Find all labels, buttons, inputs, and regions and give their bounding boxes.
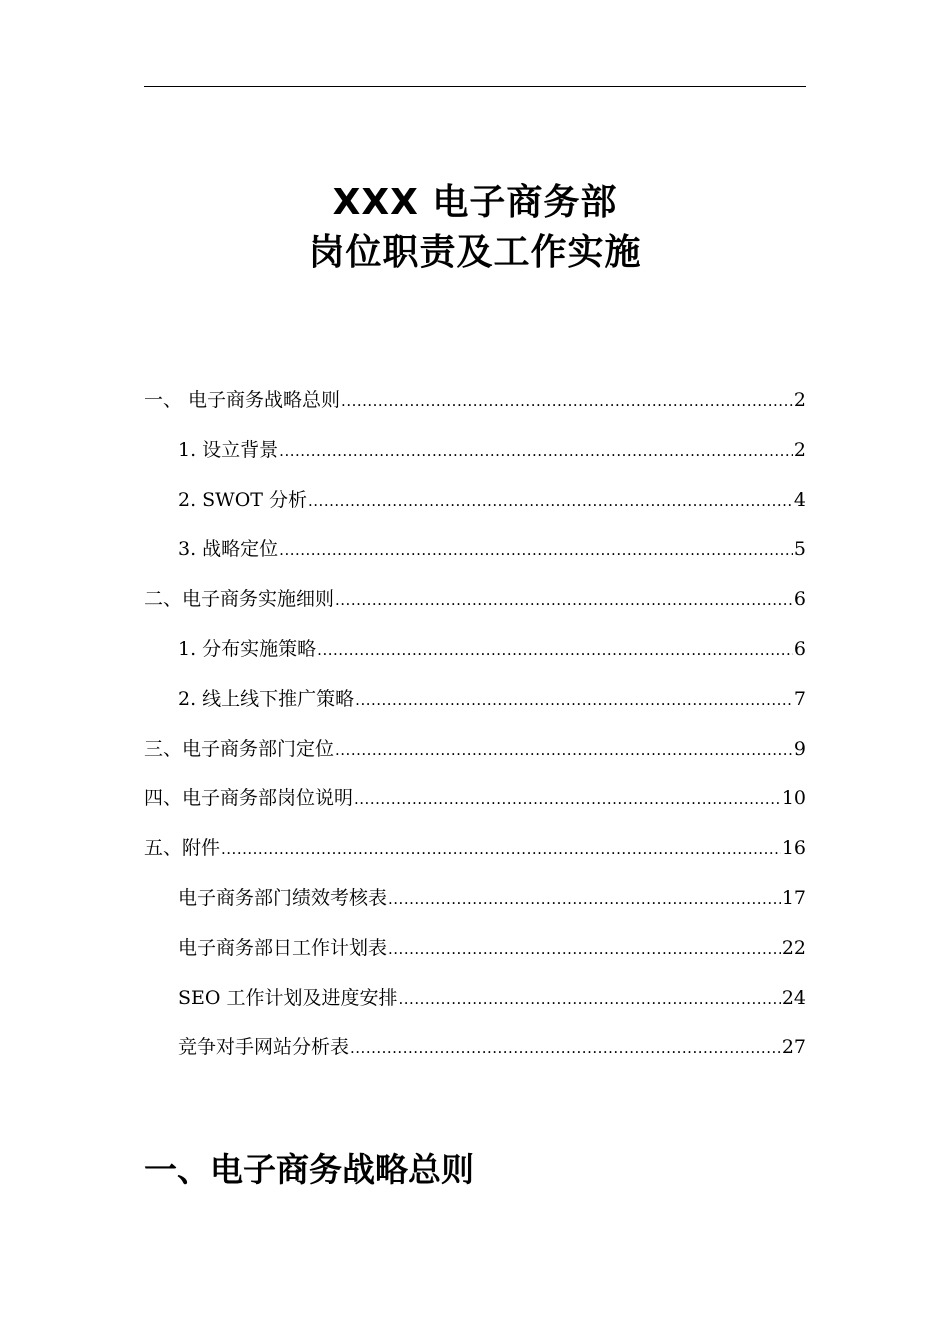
toc-entry-label: 二、电子商务实施细则 xyxy=(144,588,335,611)
title-line-2: 岗位职责及工作实施 xyxy=(308,232,642,273)
toc-entry-label: SEO 工作计划及进度安排 xyxy=(178,986,398,1009)
toc-entry[interactable] xyxy=(144,480,806,530)
toc-leader-dots xyxy=(279,530,793,570)
toc-leader-dots xyxy=(335,580,793,620)
toc-entry-label: 四、电子商务部岗位说明 xyxy=(144,787,354,810)
toc-entry[interactable] xyxy=(144,828,806,878)
toc-entry[interactable] xyxy=(144,978,806,1028)
document-title xyxy=(144,178,806,278)
toc-entry[interactable] xyxy=(144,529,806,579)
toc-entry-label: 电子商务部日工作计划表 xyxy=(178,936,388,959)
toc-leader-dots xyxy=(388,879,781,919)
toc-leader-dots xyxy=(388,929,781,969)
table-of-contents xyxy=(144,380,806,1077)
toc-leader-dots xyxy=(355,680,793,720)
toc-page-number: 16 xyxy=(781,837,806,860)
section-heading: 一、电子商务战略总则 xyxy=(144,1150,474,1189)
toc-entry[interactable] xyxy=(144,430,806,480)
toc-entry[interactable] xyxy=(144,380,806,430)
toc-leader-dots xyxy=(221,829,781,869)
toc-entry-label: 2. SWOT 分析 xyxy=(178,488,308,511)
toc-leader-dots xyxy=(335,730,793,770)
toc-entry[interactable] xyxy=(144,679,806,729)
toc-leader-dots xyxy=(354,779,781,819)
toc-entry[interactable] xyxy=(144,1027,806,1077)
toc-entry-label: 1. 设立背景 xyxy=(178,438,279,461)
toc-page-number: 22 xyxy=(781,936,806,959)
toc-leader-dots xyxy=(308,481,793,521)
toc-page-number: 10 xyxy=(781,787,806,810)
toc-entry[interactable] xyxy=(144,729,806,779)
toc-entry-label: 竞争对手网站分析表 xyxy=(178,1036,350,1059)
toc-entry-label: 五、附件 xyxy=(144,837,221,860)
toc-leader-dots xyxy=(279,431,793,471)
toc-entry[interactable] xyxy=(144,928,806,978)
toc-page-number: 27 xyxy=(781,1036,806,1059)
toc-leader-dots xyxy=(399,979,781,1019)
title-line-1: XXX 电子商务部 xyxy=(332,182,618,223)
toc-entry[interactable] xyxy=(144,878,806,928)
toc-entry[interactable] xyxy=(144,778,806,828)
toc-page-number: 2 xyxy=(793,389,806,411)
toc-entry-label: 三、电子商务部门定位 xyxy=(144,737,335,760)
toc-page-number: 17 xyxy=(781,886,806,909)
toc-entry-label: 3. 战略定位 xyxy=(178,538,279,561)
header-rule xyxy=(144,86,806,87)
toc-page-number: 6 xyxy=(793,588,806,611)
toc-page-number: 6 xyxy=(793,637,806,660)
toc-leader-dots xyxy=(350,1028,781,1068)
toc-page-number: 2 xyxy=(793,438,806,461)
toc-entry-label: 电子商务部门绩效考核表 xyxy=(178,886,388,909)
toc-entry-label: 2. 线上线下推广策略 xyxy=(178,687,355,710)
toc-page-number: 5 xyxy=(793,538,806,561)
toc-entry[interactable] xyxy=(144,579,806,629)
toc-entry[interactable] xyxy=(144,629,806,679)
toc-page-number: 4 xyxy=(793,488,806,511)
toc-leader-dots xyxy=(317,630,793,670)
toc-leader-dots xyxy=(341,381,793,421)
toc-entry-label: 1. 分布实施策略 xyxy=(178,637,317,660)
toc-entry-label: 一、 电子商务战略总则 xyxy=(144,389,341,411)
toc-page-number: 9 xyxy=(793,737,806,760)
toc-page-number: 24 xyxy=(781,986,806,1009)
toc-page-number: 7 xyxy=(793,687,806,710)
